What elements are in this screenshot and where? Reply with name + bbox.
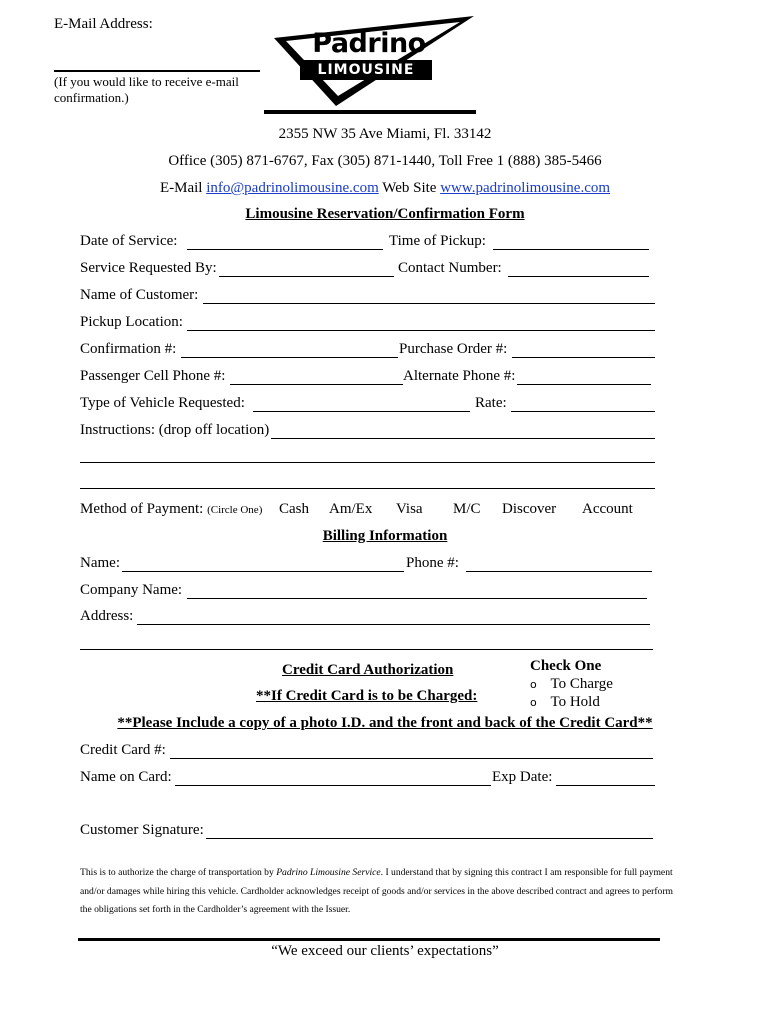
payment-method-text: Method of Payment:: [80, 501, 204, 517]
logo-text-limousine: LIMOUSINE: [317, 62, 415, 78]
rate-label: Rate:: [475, 395, 507, 411]
authorization-disclaimer: [80, 864, 680, 920]
date-of-service-label: Date of Service:: [80, 233, 178, 249]
payment-option-mc[interactable]: M/C: [453, 501, 481, 517]
alternate-phone-input[interactable]: [517, 384, 651, 385]
footer-tagline: “We exceed our clients’ expectations”: [271, 943, 499, 959]
email-note-line2: confirmation.): [54, 90, 129, 105]
option-to-hold-label: To Hold: [550, 694, 600, 710]
billing-title: Billing Information: [322, 528, 448, 544]
billing-phone-label: Phone #:: [406, 555, 459, 571]
billing-phone-input[interactable]: [466, 571, 652, 572]
company-address: 2355 NW 35 Ave Miami, Fl. 33142: [278, 126, 492, 142]
service-requested-by-input[interactable]: [219, 276, 394, 277]
billing-company-input[interactable]: [187, 598, 647, 599]
customer-signature-label: Customer Signature:: [80, 822, 204, 838]
instructions-input-line2[interactable]: [80, 462, 655, 463]
name-on-card-label: Name on Card:: [80, 769, 172, 785]
name-on-card-input[interactable]: [175, 785, 491, 786]
billing-address-input-line2[interactable]: [80, 649, 653, 650]
exp-date-label: Exp Date:: [492, 769, 553, 785]
contact-number-input[interactable]: [508, 276, 649, 277]
company-phones: Office (305) 871-6767, Fax (305) 871-1440, Toll Free 1 (888) 385-5466: [168, 153, 602, 169]
alternate-phone-label: Alternate Phone #:: [403, 368, 516, 384]
disclaimer-part2: . I understand that by signing this contract I am responsible for full payment and/or damages while hiring this vehicle. Cardholder acknowledges receipt of goods and/or services in the above described contract and agrees to perform the obligations set forth in the Cardholder’s agreement with the Issuer.: [80, 867, 674, 915]
billing-company-label: Company Name:: [80, 582, 183, 598]
company-email-link[interactable]: info@padrinolimousine.com: [206, 180, 379, 196]
service-requested-by-label: Service Requested By:: [80, 260, 217, 276]
instructions-input-line1[interactable]: [271, 438, 655, 439]
disclaimer-part1: This is to authorize the charge of transportation by: [80, 867, 277, 878]
vehicle-type-label: Type of Vehicle Requested:: [80, 395, 245, 411]
confirmation-input[interactable]: [181, 357, 398, 358]
checkbox-bullet-icon[interactable]: o: [530, 678, 537, 691]
form-title: Limousine Reservation/Confirmation Form: [245, 206, 525, 222]
company-contact-line: [0, 180, 770, 197]
pickup-location-input[interactable]: [187, 330, 655, 331]
payment-option-amex[interactable]: Am/Ex: [329, 501, 373, 517]
photo-id-note: **Please Include a copy of a photo I.D. and the front and back of the Credit Card**: [117, 715, 653, 731]
company-website-link[interactable]: www.padrinolimousine.com: [440, 180, 611, 196]
contact-number-label: Contact Number:: [398, 260, 502, 276]
credit-card-charged-subtitle: **If Credit Card is to be Charged:: [256, 688, 478, 704]
credit-card-number-input[interactable]: [170, 758, 653, 759]
option-to-hold[interactable]: [530, 694, 600, 711]
payment-option-cash[interactable]: Cash: [279, 501, 309, 517]
billing-name-label: Name:: [80, 555, 120, 571]
vehicle-type-input[interactable]: [253, 411, 470, 412]
payment-option-discover[interactable]: Discover: [502, 501, 557, 517]
option-to-charge[interactable]: [530, 676, 613, 693]
option-to-charge-label: To Charge: [550, 676, 613, 692]
footer-divider: [78, 938, 660, 941]
email-address-label: E-Mail Address:: [54, 16, 153, 32]
pickup-location-label: Pickup Location:: [80, 314, 183, 330]
name-of-customer-input[interactable]: [203, 303, 655, 304]
website-prefix: Web Site: [382, 180, 437, 196]
billing-address-label: Address:: [80, 608, 134, 624]
payment-circle-one-note: (Circle One): [207, 504, 263, 516]
credit-card-number-label: Credit Card #:: [80, 742, 166, 758]
exp-date-input[interactable]: [556, 785, 655, 786]
time-of-pickup-input[interactable]: [493, 249, 649, 250]
billing-address-input-line1[interactable]: [137, 624, 650, 625]
check-one-label: Check One: [530, 658, 602, 674]
padrino-limousine-logo: [264, 14, 479, 114]
name-of-customer-label: Name of Customer:: [80, 287, 199, 303]
disclaimer-company-name: Padrino Limousine Service: [276, 867, 381, 878]
payment-option-account[interactable]: Account: [582, 501, 633, 517]
instructions-label: Instructions: (drop off location): [80, 422, 270, 438]
payment-method-label: [80, 501, 262, 518]
purchase-order-label: Purchase Order #:: [399, 341, 508, 357]
billing-name-input[interactable]: [122, 571, 404, 572]
email-prefix: E-Mail: [159, 180, 203, 196]
email-note-line1: (If you would like to receive e-mail: [54, 74, 239, 89]
rate-input[interactable]: [511, 411, 655, 412]
logo-text-padrino: Padrino: [312, 28, 426, 59]
payment-option-visa[interactable]: Visa: [396, 501, 423, 517]
time-of-pickup-label: Time of Pickup:: [389, 233, 486, 249]
instructions-input-line3[interactable]: [80, 488, 655, 489]
confirmation-label: Confirmation #:: [80, 341, 177, 357]
customer-signature-input[interactable]: [206, 838, 653, 839]
date-of-service-input[interactable]: [187, 249, 383, 250]
checkbox-bullet-icon[interactable]: o: [530, 696, 537, 709]
purchase-order-input[interactable]: [512, 357, 655, 358]
credit-card-authorization-title: Credit Card Authorization: [282, 662, 454, 678]
email-address-input-line[interactable]: [54, 70, 260, 72]
passenger-cell-input[interactable]: [230, 384, 403, 385]
passenger-cell-label: Passenger Cell Phone #:: [80, 368, 226, 384]
